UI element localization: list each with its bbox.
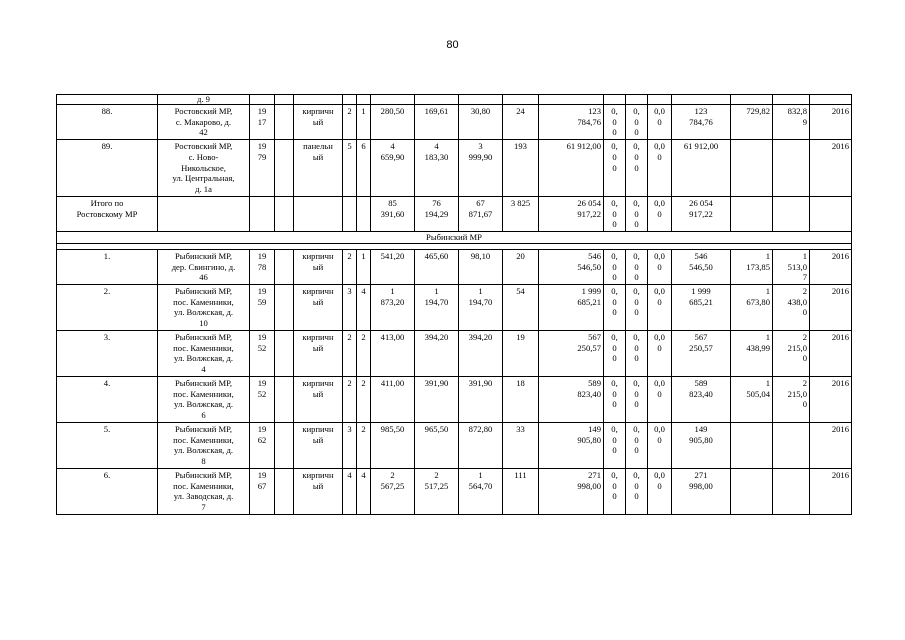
cell-cost-per-m2: 729,82 <box>731 105 773 140</box>
cell-empty <box>294 196 343 231</box>
cell-cost-per-m2: 1 505,04 <box>731 376 773 422</box>
cell-extra <box>275 468 294 514</box>
cell-fund-3: 0,0 0 <box>648 105 672 140</box>
cell-cost-total: 589 823,40 <box>539 376 604 422</box>
cell-area-other: 872,80 <box>459 422 503 468</box>
register-table <box>56 94 852 515</box>
cell-cost-limit <box>773 422 810 468</box>
cell-floors: 3 <box>343 422 357 468</box>
cell-area-other: 391,90 <box>459 376 503 422</box>
cell-fund-3: 0,0 0 <box>648 140 672 197</box>
cell-floors: 4 <box>343 468 357 514</box>
table-row <box>57 285 852 331</box>
cell-floors: 2 <box>343 249 357 284</box>
cell-plan-year: 2016 <box>810 105 852 140</box>
cell-extra <box>275 140 294 197</box>
cell-empty <box>773 196 810 231</box>
cell-entrances: 6 <box>357 140 371 197</box>
cell-total-label: Итого по Ростовскому МР <box>57 196 158 231</box>
cell-extra <box>275 330 294 376</box>
cell-wall-material: кирпичн ый <box>294 249 343 284</box>
cell-floors: 3 <box>343 285 357 331</box>
cell-row-number: 2. <box>57 285 158 331</box>
cell-build-year: 19 78 <box>250 249 275 284</box>
cell-total-area-total: 85 391,60 <box>371 196 415 231</box>
cell-cost-total: 567 250,57 <box>539 330 604 376</box>
cell-extra <box>275 249 294 284</box>
cell-empty <box>275 196 294 231</box>
cell-row-number: 88. <box>57 105 158 140</box>
cell-total-cost: 26 054 917,22 <box>539 196 604 231</box>
cell-entrances: 4 <box>357 285 371 331</box>
cell-fund-1: 0, 0 0 <box>604 422 626 468</box>
cell-total-area-living: 76 194,29 <box>415 196 459 231</box>
cell-address: Рыбинский МР, пос. Каменники, ул. Волжская, д. 8 <box>158 422 250 468</box>
cell-address: Рыбинский МР, пос. Каменники, ул. Волжская, д. 6 <box>158 376 250 422</box>
cell-fund-1: 0, 0 0 <box>604 468 626 514</box>
cell-fund-2: 0, 0 0 <box>626 285 648 331</box>
cell-cost-total: 1 999 685,21 <box>539 285 604 331</box>
register-table-body <box>57 95 852 515</box>
table-row <box>57 422 852 468</box>
table-row <box>57 140 852 197</box>
cell-empty <box>357 196 371 231</box>
cell-address: Рыбинский МР, пос. Каменники, ул. Волжская, д. 10 <box>158 285 250 331</box>
cell-entrances: 2 <box>357 422 371 468</box>
cell-cost-total: 546 546,50 <box>539 249 604 284</box>
cell-fund-3: 0,0 0 <box>648 468 672 514</box>
cell-plan-year: 2016 <box>810 422 852 468</box>
cell-fund-3: 0,0 0 <box>648 376 672 422</box>
cell-fund-2: 0, 0 0 <box>626 140 648 197</box>
cell-wall-material: кирпичн ый <box>294 468 343 514</box>
cell-cost-sum: 589 823,40 <box>672 376 731 422</box>
cell-plan-year: 2016 <box>810 249 852 284</box>
cell-floors: 2 <box>343 376 357 422</box>
cell-row-number: 5. <box>57 422 158 468</box>
cell-area-total: 413,00 <box>371 330 415 376</box>
cell-cost-limit: 1 513,0 7 <box>773 249 810 284</box>
cell-cost-limit: 2 215,0 0 <box>773 376 810 422</box>
cell-area-other: 30,80 <box>459 105 503 140</box>
cell-empty <box>731 196 773 231</box>
cell-row-number: 4. <box>57 376 158 422</box>
cell-build-year: 19 62 <box>250 422 275 468</box>
cell-total-fund-3: 0,0 0 <box>648 196 672 231</box>
cell-entrances: 1 <box>357 249 371 284</box>
cell-row-number: 3. <box>57 330 158 376</box>
cell-cost-total: 271 998,00 <box>539 468 604 514</box>
cell-cost-per-m2: 1 173,85 <box>731 249 773 284</box>
cell-area-total: 541,20 <box>371 249 415 284</box>
cell-empty <box>810 196 852 231</box>
cell-wall-material: кирпичн ый <box>294 330 343 376</box>
cell-build-year: 19 67 <box>250 468 275 514</box>
cell-total-fund-2: 0, 0 0 <box>626 196 648 231</box>
cell-cost-sum: 123 784,76 <box>672 105 731 140</box>
cell-build-year: 19 59 <box>250 285 275 331</box>
cell-cost-per-m2 <box>731 140 773 197</box>
cell-build-year: 19 17 <box>250 105 275 140</box>
cell-total-cost-sum: 26 054 917,22 <box>672 196 731 231</box>
cell-cost-per-m2: 1 438,99 <box>731 330 773 376</box>
cell-area-other: 98,10 <box>459 249 503 284</box>
cell-area-total: 1 873,20 <box>371 285 415 331</box>
cell-residents: 18 <box>503 376 539 422</box>
cell-total-residents: 3 825 <box>503 196 539 231</box>
cell-total-area-other: 67 871,67 <box>459 196 503 231</box>
cell-empty <box>343 196 357 231</box>
cell-cost-limit <box>773 140 810 197</box>
cell-area-living: 391,90 <box>415 376 459 422</box>
cell-row-number: 6. <box>57 468 158 514</box>
cell-address: Рыбинский МР, дер. Свингино, д. 46 <box>158 249 250 284</box>
cell-area-other: 1 564,70 <box>459 468 503 514</box>
cell-cost-sum: 546 546,50 <box>672 249 731 284</box>
cell-cost-total: 123 784,76 <box>539 105 604 140</box>
cell-fund-1: 0, 0 0 <box>604 285 626 331</box>
cell-area-total: 411,00 <box>371 376 415 422</box>
cell-cost-sum: 61 912,00 <box>672 140 731 197</box>
cell-floors: 2 <box>343 105 357 140</box>
cell-plan-year: 2016 <box>810 285 852 331</box>
cell-residents: 24 <box>503 105 539 140</box>
cell-fund-1: 0, 0 0 <box>604 249 626 284</box>
section-header-row <box>57 232 852 244</box>
cell-area-total: 280,50 <box>371 105 415 140</box>
cell-wall-material: кирпичн ый <box>294 422 343 468</box>
cell-plan-year: 2016 <box>810 330 852 376</box>
cell-fund-3: 0,0 0 <box>648 249 672 284</box>
page-number: 80 <box>446 39 459 51</box>
table-row <box>57 376 852 422</box>
cell-area-total: 2 567,25 <box>371 468 415 514</box>
cell-area-other: 3 999,90 <box>459 140 503 197</box>
section-title: Рыбинский МР <box>57 232 852 244</box>
cell-area-living: 465,60 <box>415 249 459 284</box>
cell-area-living: 169,61 <box>415 105 459 140</box>
cell-area-living: 1 194,70 <box>415 285 459 331</box>
cell-extra <box>275 285 294 331</box>
cell-build-year: 19 52 <box>250 376 275 422</box>
cell-entrances: 4 <box>357 468 371 514</box>
cell-entrances: 2 <box>357 330 371 376</box>
cell-area-other: 1 194,70 <box>459 285 503 331</box>
cell-floors: 2 <box>343 330 357 376</box>
cell-wall-material: панельн ый <box>294 140 343 197</box>
cell-residents: 193 <box>503 140 539 197</box>
cell-fund-2: 0, 0 0 <box>626 249 648 284</box>
cell-residents: 111 <box>503 468 539 514</box>
cell-cost-sum: 1 999 685,21 <box>672 285 731 331</box>
table-row <box>57 249 852 284</box>
cell-residents: 19 <box>503 330 539 376</box>
cell-wall-material: кирпичн ый <box>294 285 343 331</box>
cell-fund-2: 0, 0 0 <box>626 330 648 376</box>
cell-cost-limit: 2 215,0 0 <box>773 330 810 376</box>
cell-fund-3: 0,0 0 <box>648 285 672 331</box>
cell-fund-2: 0, 0 0 <box>626 376 648 422</box>
cell-entrances: 2 <box>357 376 371 422</box>
cell-fund-3: 0,0 0 <box>648 422 672 468</box>
cell-row-number: 89. <box>57 140 158 197</box>
cell-build-year: 19 52 <box>250 330 275 376</box>
cell-row-number: 1. <box>57 249 158 284</box>
cell-cost-per-m2: 1 673,80 <box>731 285 773 331</box>
cell-cost-sum: 567 250,57 <box>672 330 731 376</box>
cell-area-living: 965,50 <box>415 422 459 468</box>
cell-cost-total: 61 912,00 <box>539 140 604 197</box>
cell-wall-material: кирпичн ый <box>294 376 343 422</box>
cell-address: Ростовский МР, с. Ново- Никольское, ул. Центральная, д. 1а <box>158 140 250 197</box>
cell-empty <box>158 196 250 231</box>
cell-fund-2: 0, 0 0 <box>626 422 648 468</box>
cell-total-fund-1: 0, 0 0 <box>604 196 626 231</box>
cell-plan-year: 2016 <box>810 140 852 197</box>
cell-area-living: 4 183,30 <box>415 140 459 197</box>
cell-fund-2: 0, 0 0 <box>626 105 648 140</box>
cell-residents: 20 <box>503 249 539 284</box>
table-row <box>57 468 852 514</box>
cell-area-living: 394,20 <box>415 330 459 376</box>
cell-area-total: 985,50 <box>371 422 415 468</box>
cell-cost-per-m2 <box>731 468 773 514</box>
cell-fund-2: 0, 0 0 <box>626 468 648 514</box>
cell-fund-3: 0,0 0 <box>648 330 672 376</box>
cell-area-other: 394,20 <box>459 330 503 376</box>
cell-fund-1: 0, 0 0 <box>604 330 626 376</box>
cell-fund-1: 0, 0 0 <box>604 140 626 197</box>
cell-cost-limit: 832,8 9 <box>773 105 810 140</box>
cell-area-living: 2 517,25 <box>415 468 459 514</box>
cell-address: Ростовский МР, с. Макарово, д. 42 <box>158 105 250 140</box>
continued-row <box>57 95 852 105</box>
cell-address: Рыбинский МР, пос. Каменники, ул. Волжская, д. 4 <box>158 330 250 376</box>
cell-cost-per-m2 <box>731 422 773 468</box>
cell-fund-1: 0, 0 0 <box>604 105 626 140</box>
cell-cost-sum: 271 998,00 <box>672 468 731 514</box>
continued-address: д. 9 <box>158 95 250 105</box>
cell-cost-limit: 2 438,0 0 <box>773 285 810 331</box>
cell-extra <box>275 422 294 468</box>
cell-cost-sum: 149 905,80 <box>672 422 731 468</box>
cell-residents: 33 <box>503 422 539 468</box>
cell-area-total: 4 659,90 <box>371 140 415 197</box>
cell-residents: 54 <box>503 285 539 331</box>
cell-floors: 5 <box>343 140 357 197</box>
cell-plan-year: 2016 <box>810 468 852 514</box>
cell-wall-material: кирпичн ый <box>294 105 343 140</box>
cell-cost-total: 149 905,80 <box>539 422 604 468</box>
cell-fund-1: 0, 0 0 <box>604 376 626 422</box>
cell-entrances: 1 <box>357 105 371 140</box>
cell-empty <box>250 196 275 231</box>
table-row <box>57 105 852 140</box>
cell-extra <box>275 376 294 422</box>
total-row <box>57 196 852 231</box>
cell-extra <box>275 105 294 140</box>
cell-plan-year: 2016 <box>810 376 852 422</box>
cell-address: Рыбинский МР, пос. Каменники, ул. Заводская, д. 7 <box>158 468 250 514</box>
cell-cost-limit <box>773 468 810 514</box>
cell-build-year: 19 79 <box>250 140 275 197</box>
table-row <box>57 330 852 376</box>
